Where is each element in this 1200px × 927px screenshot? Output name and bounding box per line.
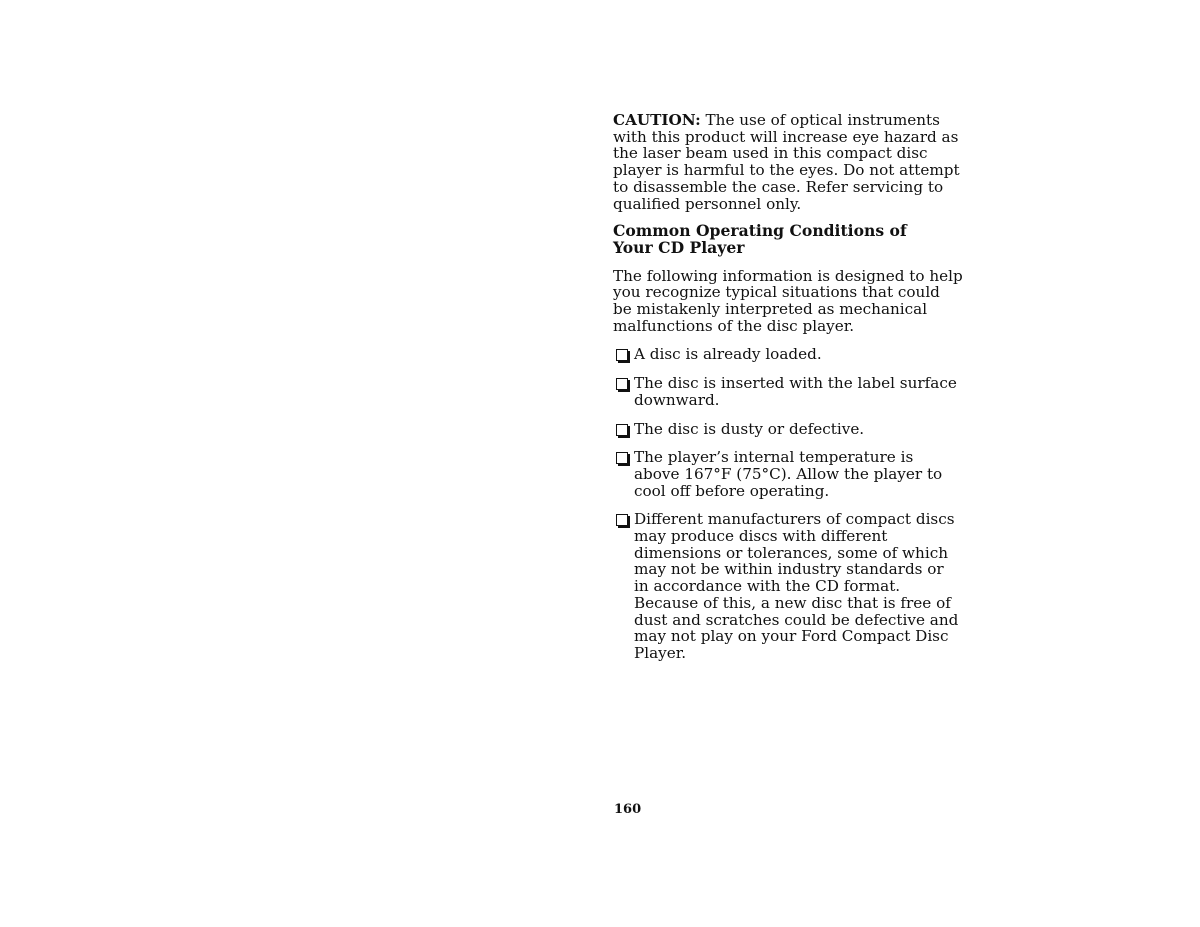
list-item-text: Different manufacturers of compact discs may produce discs with different dimensions or tolerances, some of which may not be within industry standards or in accordance with the CD format. Because of this, a new disc that is free of dust and scratches could be defective and may not play on your Ford Compact Disc Player. [634,510,959,662]
list-item-text: The disc is dusty or defective. [634,419,865,438]
list-item-text: The player’s internal temperature is above 167°F (75°C). Allow the player to cool off before operating. [634,448,943,500]
list-item-text: A disc is already loaded. [634,345,822,364]
checkbox-icon [616,349,628,361]
list-item [613,511,963,661]
list-item [613,346,963,363]
intro-paragraph: The following information is designed to help you recognize typical situations that could be mistakenly interpreted as mechanical malfunctions of the disc player. [613,266,963,335]
checkbox-icon [616,424,628,436]
checkbox-icon [616,452,628,464]
section-heading: Common Operating Conditions of Your CD Player [613,221,907,257]
list-item [613,375,963,408]
page-number: 160 [614,802,642,817]
list-item-text: The disc is inserted with the label surface downward. [634,374,957,409]
caution-paragraph [613,112,963,212]
caution-text: The use of optical instruments with this product will increase eye hazard as the laser beam used in this compact disc player is harmful to the eyes. Do not attempt to disassemble the case. Refer servicing to qualified personnel only. [613,111,960,213]
list-item [613,449,963,499]
manual-page-content [613,112,963,674]
list-item [613,421,963,438]
checkbox-icon [616,378,628,390]
checkbox-icon [616,514,628,526]
caution-label: CAUTION: [613,111,701,129]
conditions-list [613,346,963,661]
